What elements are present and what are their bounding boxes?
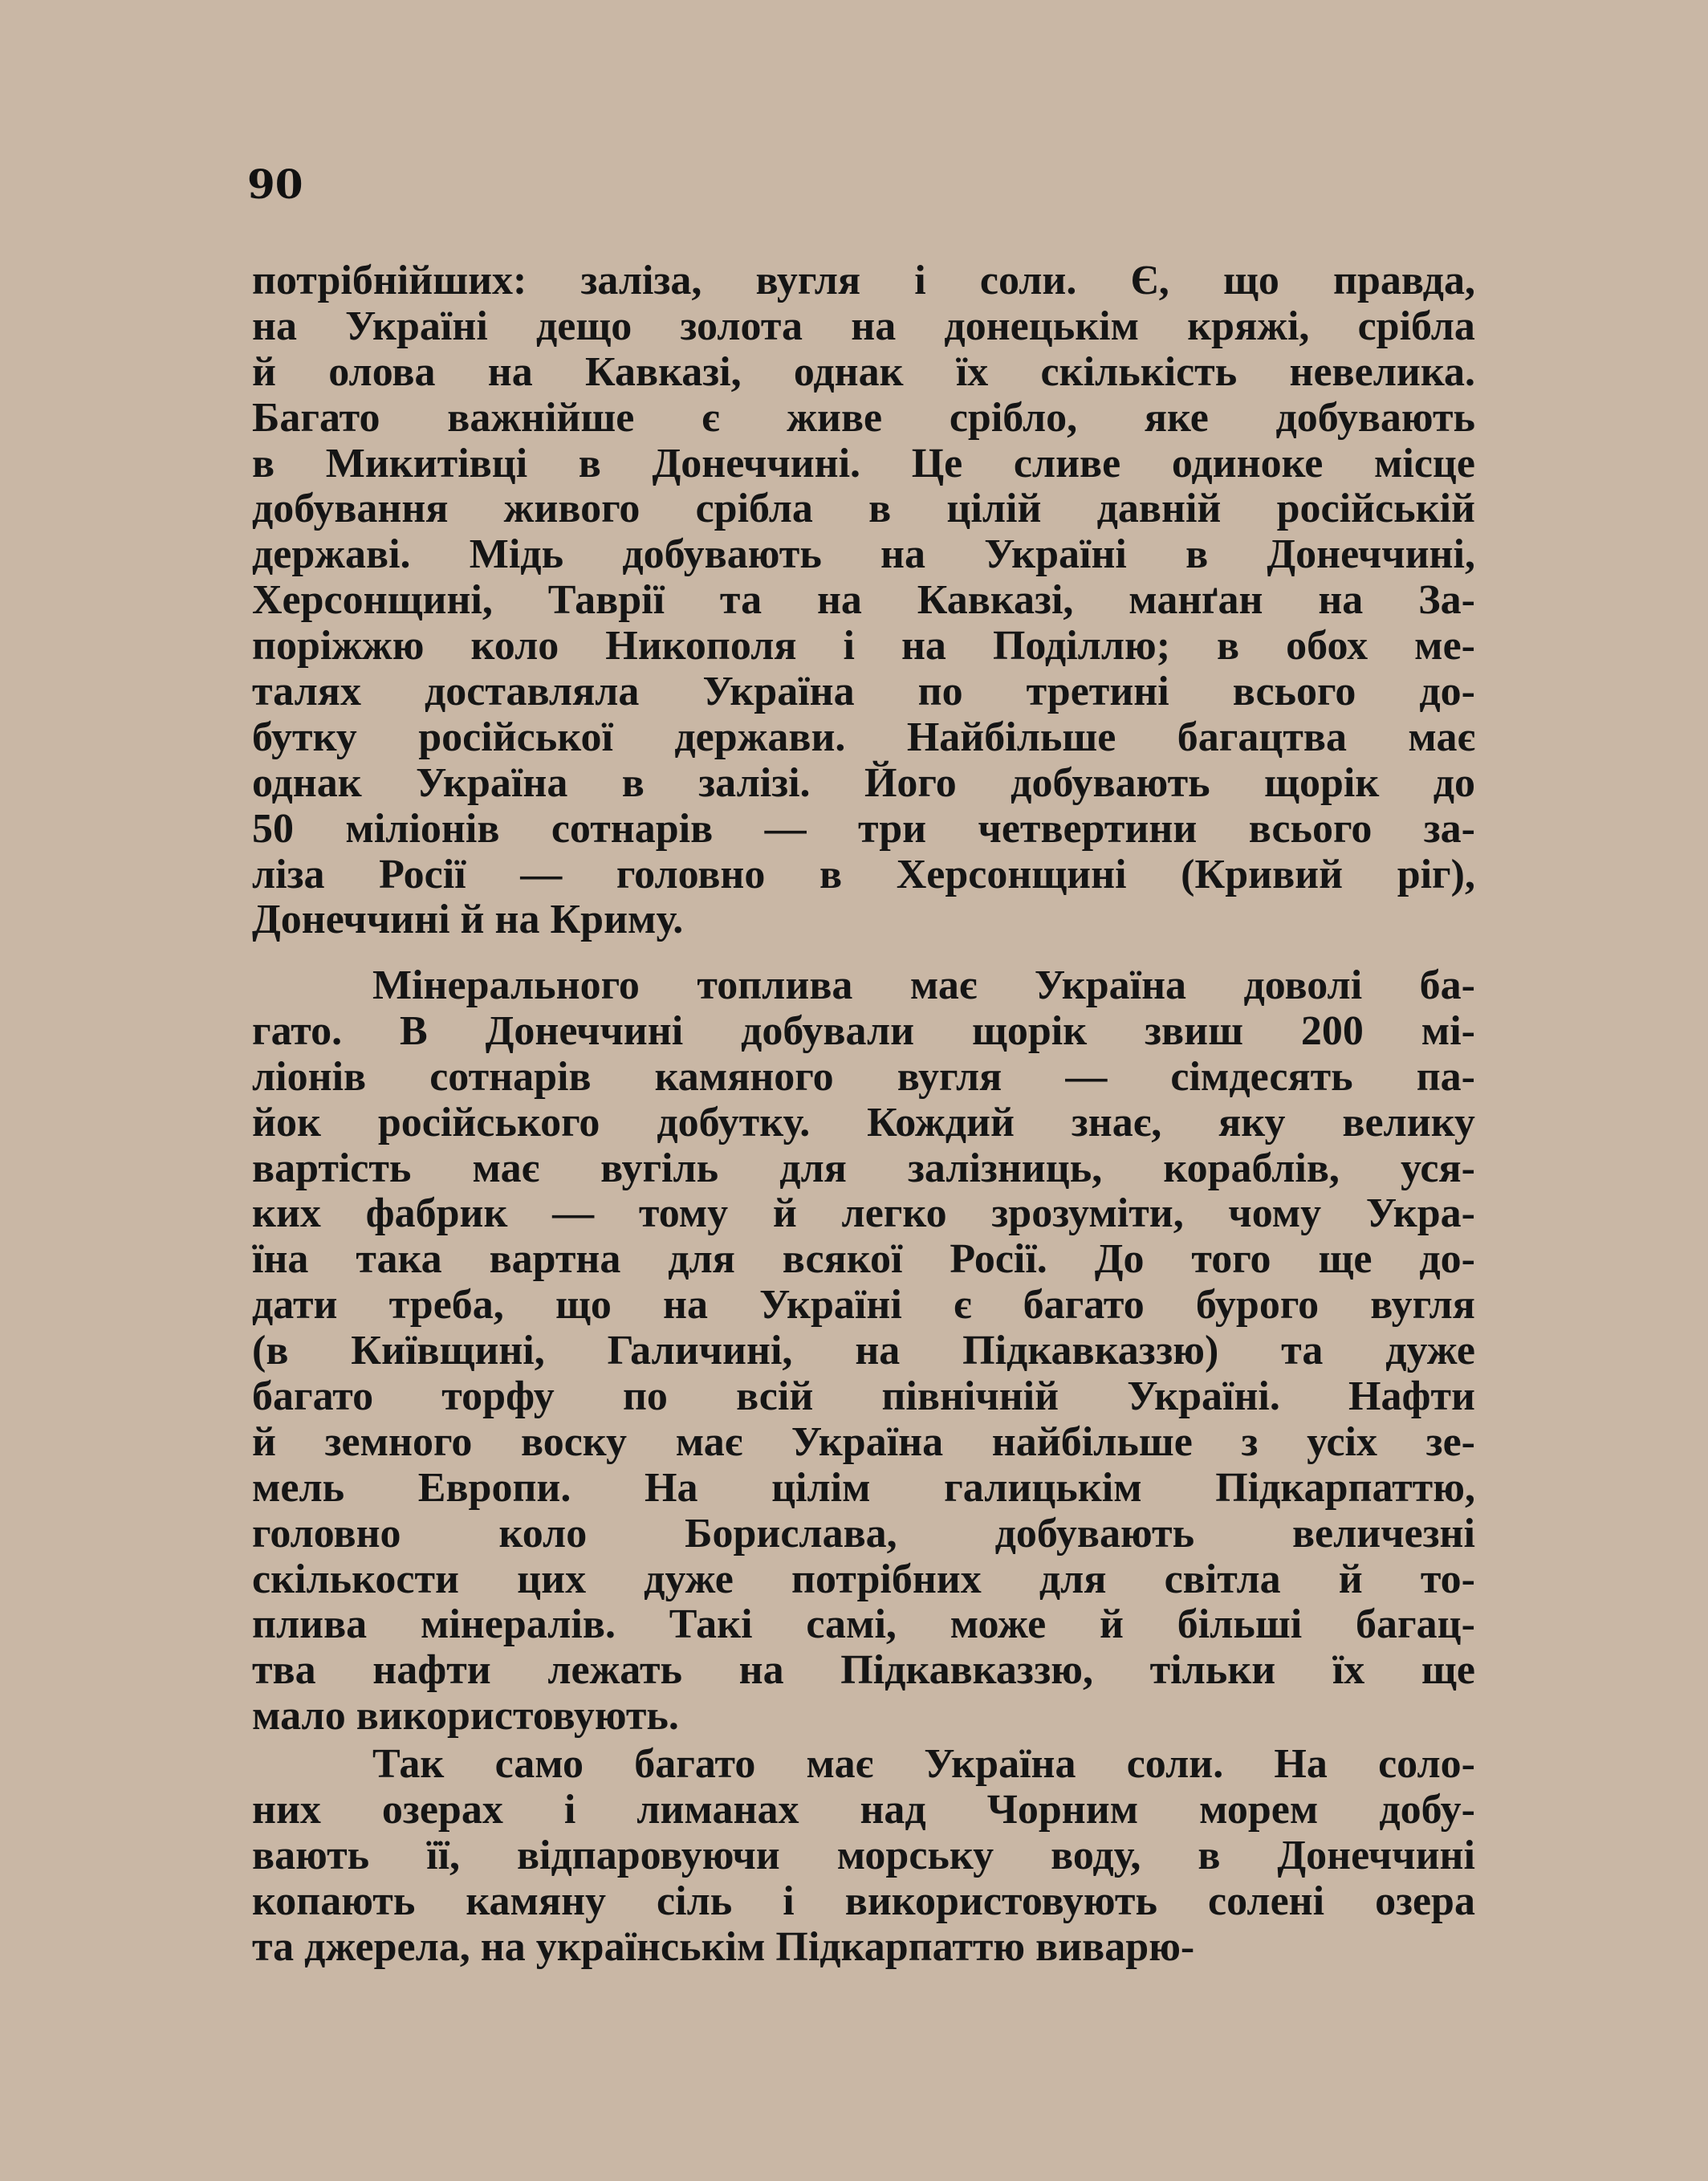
text-line: скількости цих дуже потрібних для світла й то-: [252, 1556, 1475, 1602]
text-line: й земного воску має Україна найбільше з усіх зе-: [252, 1418, 1475, 1465]
text-line: мель Европи. На цілім галицькім Підкарпаттю,: [252, 1464, 1475, 1511]
text-line: мало використовують.: [252, 1693, 679, 1740]
text-line: вають її, відпаровуючи морську воду, в Донеччині: [252, 1832, 1475, 1878]
text-line: Донеччині й на Криму.: [252, 897, 684, 943]
paragraph-2: [252, 963, 1475, 1740]
text-line: та джерела, на українськім Підкарпаттю виварю-: [252, 1923, 1195, 1970]
text-line: плива мінералів. Такі самі, може й більші багац-: [252, 1601, 1475, 1648]
paragraph-1: [252, 258, 1475, 943]
text-line: їна така вартна для всякої Росії. До того ще до-: [252, 1236, 1475, 1283]
text-line: копають камяну сіль і використовують солені озера: [252, 1878, 1475, 1924]
text-line: Так само багато має Україна соли. На соло-: [372, 1741, 1475, 1787]
text-line: (в Київщині, Галичині, на Підкавказзю) та дуже: [252, 1328, 1475, 1374]
text-line: бутку російської держави. Найбільше багацтва має: [252, 714, 1475, 760]
text-line: 50 міліонів сотнарів — три четвертини всього за-: [252, 805, 1475, 852]
text-line: державі. Мідь добувають на Україні в Донеччині,: [252, 531, 1475, 578]
text-line: ліза Росії — головно в Херсонщині (Кривий ріг),: [252, 851, 1475, 897]
text-line: поріжжю коло Никополя і на Поділлю; в обох ме-: [252, 623, 1475, 669]
text-line: головно коло Борислава, добувають величезні: [252, 1510, 1475, 1556]
text-line: однак Україна в залізі. Його добувають щорік до: [252, 759, 1475, 806]
text-line: й олова на Кавказі, однак їх скількість невелика.: [252, 348, 1475, 395]
text-line: тва нафти лежать на Підкавказзю, тільки їх ще: [252, 1647, 1475, 1694]
text-line: талях доставляла Україна по третині всього до-: [252, 669, 1475, 715]
text-line: йок російського добутку. Кождий знає, яку велику: [252, 1099, 1475, 1145]
text-line: на Україні дещо золота на донецькім кряжі, срібла: [252, 303, 1475, 349]
text-line: дати треба, що на Україні є багато бурого вугля: [252, 1282, 1475, 1329]
text-line: ліонів сотнарів камяного вугля — сімдесять па-: [252, 1053, 1475, 1100]
text-line: Херсонщині, Таврії та на Кавказі, манґан на За-: [252, 577, 1475, 624]
text-line: Мінерального топлива має Україна доволі ба-: [372, 962, 1475, 1008]
text-line: в Микитівці в Донеччині. Це сливе одиноке місце: [252, 440, 1475, 486]
paragraph-3: [252, 1742, 1475, 1970]
text-line: них озерах і лиманах над Чорним морем добу-: [252, 1786, 1475, 1833]
page-number: 90: [247, 161, 303, 208]
text-line: потрібнійших: заліза, вугля і соли. Є, що правда,: [252, 258, 1475, 303]
text-line: вартість має вугіль для залізниць, кораблів, уся-: [252, 1145, 1475, 1191]
text-line: гато. В Донеччині добували щорік звиш 200 мі-: [252, 1007, 1475, 1054]
text-line: багато торфу по всій північній Україні. Нафти: [252, 1373, 1475, 1420]
text-line: ких фабрик — тому й легко зрозуміти, чому Укра-: [252, 1190, 1475, 1237]
text-line: добування живого срібла в цілій давній російській: [252, 486, 1475, 532]
text-line: Багато важнійше є живе срібло, яке добувають: [252, 394, 1475, 441]
